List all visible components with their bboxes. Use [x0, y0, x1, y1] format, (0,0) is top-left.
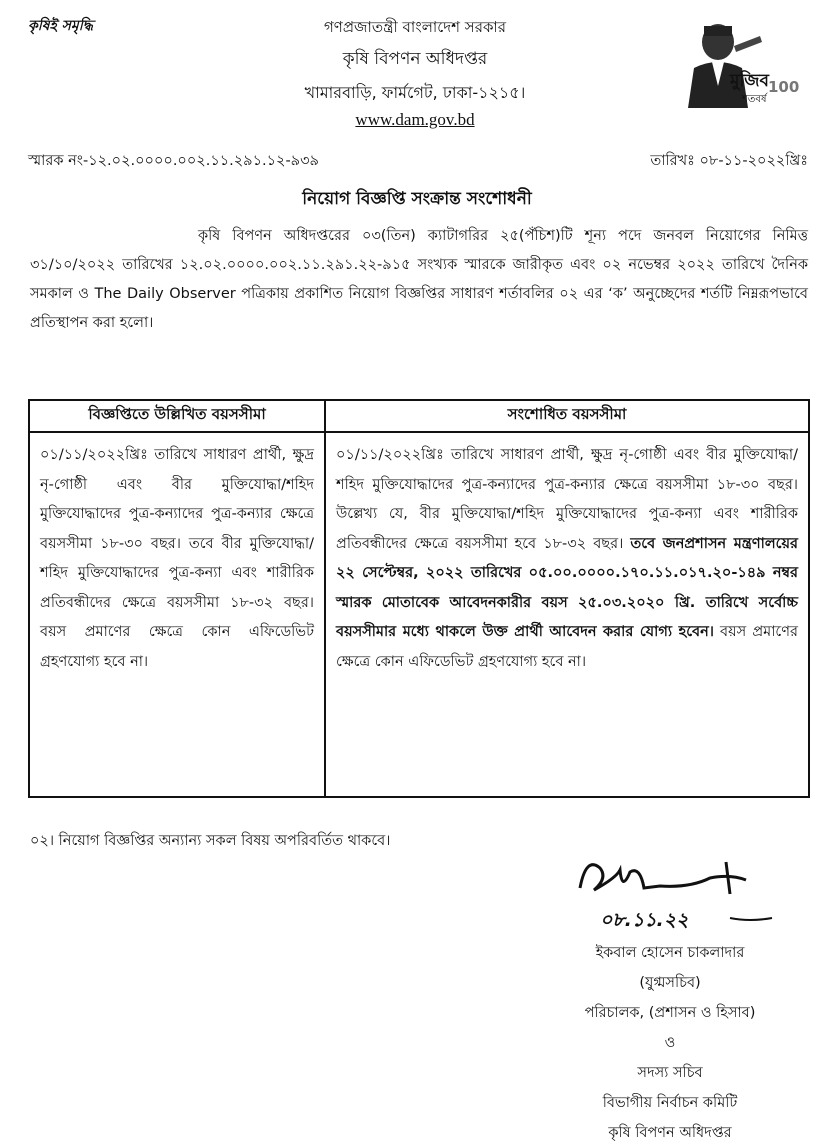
office-address: খামারবাড়ি, ফার্মগেট, ঢাকা-১২১৫।	[304, 83, 526, 102]
revised-age-limit-cell	[325, 432, 809, 797]
notice-title: নিয়োগ বিজ্ঞপ্তি সংক্রান্ত সংশোধনী	[302, 189, 532, 209]
age-limit-table	[28, 399, 810, 798]
signatory-block	[520, 938, 820, 1148]
signatory-name: ইকবাল হোসেন চাকলাদার	[595, 945, 745, 961]
memo-date: তারিখঃ ০৮-১১-২০২২খ্রিঃ	[650, 153, 808, 169]
intro-paragraph: কৃষি বিপণন অধিদপ্তরের ০৩(তিন) ক্যাটাগরির ২৫(পঁচিশ)টি শূন্য পদে জনবল নিয়োগের নিমিত্ত ৩১/১০/২০২২ তারিখের ১২.০২.০০০০.০০২.১১.২৯১.২২-৯১৫ সংখ্যক স্মারকে জারীকৃত এবং ০২ নভেম্বর ২০২২ তারিখে দৈনিক সমকাল ও The Daily Observer পত্রিকায় প্রকাশিত নিয়োগ বিজ্ঞপ্তির সাধারণ শর্তাবলির ০২ এর ‘ক’ অনুচ্ছেদের শর্তটি নিম্নরূপভাবে প্রতিস্থাপন করা হলো।	[30, 228, 808, 331]
mujib-borsho-logo	[668, 12, 800, 108]
memo-reference: স্মারক নং-১২.০২.০০০০.০০২.১১.২৯১.১২-৯৩৯	[28, 153, 319, 169]
revised-text-bold: তবে জনপ্রশাসন মন্ত্রণালয়ের ২২ সেপ্টেম্বর, ২০২২ তারিখের ০৫.০০.০০০০.১৭০.১১.০১৭.২০-১৪৯ নম্বর স্মারক মোতাবেক আবেদনকারীর বয়স ২৫.০৩.২০২০ খ্রি. তারিখে সর্বোচ্চ বয়সসীমার মধ্যে থাকলে উক্ত প্রার্থী আবেদন করার যোগ্য হবেন।	[336, 535, 798, 640]
handwritten-signature	[560, 848, 790, 938]
revised-text-part2: বয়স প্রমাণের ক্ষেত্রে কোন এফিডেভিট গ্রহণযোগ্য হবে না।	[336, 624, 798, 670]
logo-number: 100	[768, 78, 800, 96]
signatory-committee: বিভাগীয় নির্বাচন কমিটি	[602, 1095, 738, 1111]
original-age-limit-cell: ০১/১১/২০২২খ্রিঃ তারিখে সাধারণ প্রার্থী, ক্ষুদ্র নৃ-গোষ্ঠী এবং বীর মুক্তিযোদ্ধা/শহিদ মুক্তিযোদ্ধাদের পুত্র-কন্যাদের পুত্র-কন্যার ক্ষেত্রে বয়সসীমা ১৮-৩০ বছর। তবে বীর মুক্তিযোদ্ধা/শহিদ মুক্তিযোদ্ধাদের পুত্র-কন্যা এবং শারীরিক প্রতিবন্ধীদের ক্ষেত্রে বয়সসীমা ১৮-৩২ বছর। বয়স প্রমাণের ক্ষেত্রে কোন এফিডেভিট গ্রহণযোগ্য হবে না।	[29, 432, 325, 797]
revised-text-part1: ০১/১১/২০২২খ্রিঃ তারিখে সাধারণ প্রার্থী, ক্ষুদ্র নৃ-গোষ্ঠী এবং বীর মুক্তিযোদ্ধা/শহিদ মুক্তিযোদ্ধাদের পুত্র-কন্যাদের পুত্র-কন্যার ক্ষেত্রে বয়সসীমা ১৮-৩০ বছর। উল্লেখ্য যে, বীর মুক্তিযোদ্ধা/শহিদ মুক্তিযোদ্ধাদের পুত্র-কন্যা এবং শারীরিক প্রতিবন্ধীদের ক্ষেত্রে বয়সসীমা হবে ১৮-৩২ বছর।	[336, 447, 798, 552]
table-row	[29, 432, 809, 797]
signature-date: ০৮.১১.২২	[600, 909, 689, 931]
table-header-row	[29, 400, 809, 432]
signatory-rank: (যুগ্মসচিব)	[639, 975, 701, 991]
signatory-designation: পরিচালক, (প্রশাসন ও হিসাব)	[584, 1005, 756, 1021]
point-two: ০২। নিয়োগ বিজ্ঞপ্তির অন্যান্য সকল বিষয় অপরিবর্তিত থাকবে।	[30, 833, 391, 849]
signatory-role: সদস্য সচিব	[637, 1065, 703, 1081]
signatory-office: কৃষি বিপণন অধিদপ্তর	[608, 1125, 732, 1141]
logo-text: মুজিব	[730, 71, 769, 91]
header-revised-age-limit: সংশোধিত বয়সসীমা	[325, 400, 809, 432]
department-name: কৃষি বিপণন অধিদপ্তর	[342, 49, 488, 69]
logo-subtext: শতবর্ষ	[742, 94, 767, 105]
header-original-age-limit: বিজ্ঞপ্তিতে উল্লিখিত বয়সসীমা	[29, 400, 325, 432]
website-link[interactable]: www.dam.gov.bd	[355, 110, 475, 129]
government-name: গণপ্রজাতন্ত্রী বাংলাদেশ সরকার	[323, 18, 507, 36]
motto: কৃষিই সমৃদ্ধি	[28, 18, 93, 34]
signatory-conjunction: ও	[664, 1035, 676, 1051]
